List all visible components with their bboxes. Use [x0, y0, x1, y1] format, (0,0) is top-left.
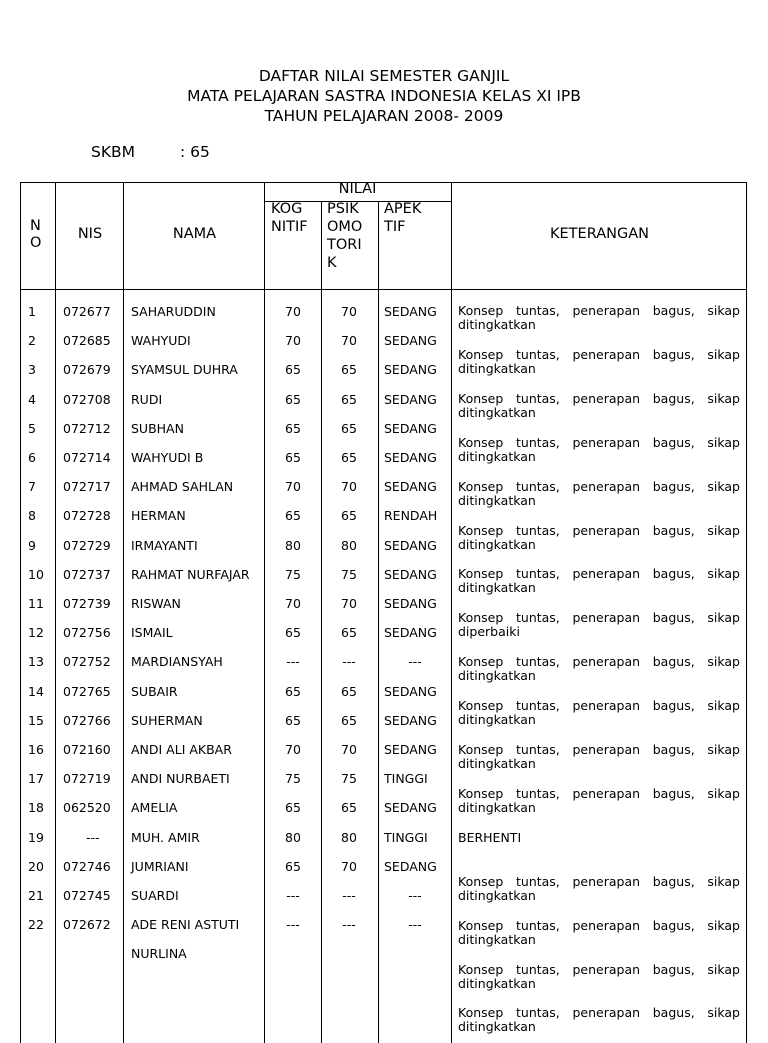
keterangan-line-2: ditingkatkan: [458, 799, 536, 815]
cell-nis: 072739: [63, 596, 111, 611]
cell-nama: SYAMSUL DUHRA: [131, 362, 238, 378]
cell-nis: 072752: [63, 654, 111, 670]
cell-no: 21: [28, 888, 44, 903]
keterangan-line-1: Konsep tuntas, penerapan bagus, sikap: [458, 785, 740, 801]
cell-apektif: TINGGI: [384, 771, 428, 787]
cell-kognitif: ---: [286, 654, 300, 670]
cell-kognitif: 75: [285, 566, 301, 582]
cell-apektif: SEDANG: [384, 712, 437, 728]
keterangan-cell: [458, 348, 740, 376]
cell-nama: RISWAN: [131, 596, 181, 611]
cell-kognitif: 65: [285, 362, 301, 378]
cell-nis: 072729: [63, 537, 111, 553]
cell-psikomotorik: 70: [341, 742, 357, 757]
cell-kognitif: 65: [285, 450, 301, 465]
cell-nama: SAHARUDDIN: [131, 304, 216, 319]
cell-no: 7: [28, 479, 36, 495]
cell-no: 9: [28, 537, 36, 553]
cell-psikomotorik: 70: [341, 333, 357, 349]
cell-nama: ISMAIL: [131, 625, 173, 641]
cell-psikomotorik: 65: [341, 683, 357, 699]
keterangan-line-1: Konsep tuntas, penerapan bagus, sikap: [458, 346, 740, 362]
cell-psikomotorik: 65: [341, 712, 357, 728]
cell-nis: 072728: [63, 508, 111, 524]
cell-nama: RAHMAT NURFAJAR: [131, 566, 250, 582]
keterangan-line-2: ditingkatkan: [458, 712, 536, 728]
keterangan-cell: [458, 392, 740, 420]
header-no: N O: [30, 218, 42, 251]
cell-psikomotorik: 80: [341, 537, 357, 553]
cell-psikomotorik: 65: [341, 420, 357, 436]
cell-nama: ADE RENI ASTUTI: [131, 917, 240, 933]
keterangan-cell: [458, 436, 740, 464]
cell-kognitif: 70: [285, 333, 301, 349]
keterangan-line-2: diperbaiki: [458, 624, 520, 640]
cell-psikomotorik: 65: [341, 391, 357, 407]
cell-nis: 072765: [63, 683, 111, 699]
cell-nis: 072679: [63, 362, 111, 378]
keterangan-line-1: Konsep tuntas, penerapan bagus, sikap: [458, 478, 740, 494]
cell-nis: 072685: [63, 333, 111, 349]
cell-apektif: SEDANG: [384, 450, 437, 465]
cell-kognitif: 80: [285, 829, 301, 845]
cell-no: 14: [28, 683, 44, 699]
cell-psikomotorik: 65: [341, 625, 357, 641]
cell-apektif: SEDANG: [384, 683, 437, 699]
cell-no: 13: [28, 654, 44, 670]
keterangan-cell: [458, 875, 740, 903]
cell-no: 8: [28, 508, 36, 524]
keterangan-cell: [458, 1006, 740, 1034]
keterangan-line-2: ditingkatkan: [458, 317, 536, 332]
keterangan-line-1: Konsep tuntas, penerapan bagus, sikap: [458, 873, 740, 889]
cell-nis: 072745: [63, 888, 111, 903]
cell-nis: 072160: [63, 742, 111, 757]
cell-nis: 072677: [63, 304, 111, 319]
cell-kognitif: 65: [285, 420, 301, 436]
cell-nama: MUH. AMIR: [131, 829, 200, 845]
cell-apektif: TINGGI: [384, 829, 428, 845]
cell-apektif: ---: [408, 654, 422, 670]
cell-apektif: SEDANG: [384, 858, 437, 874]
cell-psikomotorik: 80: [341, 829, 357, 845]
cell-nis: 072714: [63, 450, 111, 465]
cell-nis: 072712: [63, 420, 111, 436]
keterangan-line-1: Konsep tuntas, penerapan bagus, sikap: [458, 434, 740, 450]
cell-kognitif: 65: [285, 391, 301, 407]
keterangan-cell: [458, 963, 740, 991]
keterangan-cell: [458, 831, 740, 845]
cell-nis: 072708: [63, 391, 111, 407]
title-line-1: DAFTAR NILAI SEMESTER GANJIL: [258, 67, 510, 85]
keterangan-cell: [458, 699, 740, 727]
cell-nama: AHMAD SAHLAN: [131, 479, 234, 495]
cell-psikomotorik: 65: [341, 800, 357, 816]
cell-kognitif: 70: [285, 742, 301, 757]
cell-nama: AMELIA: [131, 800, 178, 816]
keterangan-line-1: Konsep tuntas, penerapan bagus, sikap: [458, 917, 740, 933]
keterangan-line-1: Konsep tuntas, penerapan bagus, sikap: [458, 566, 740, 582]
header-nama: NAMA: [172, 226, 217, 242]
keterangan-cell: [458, 611, 740, 639]
cell-nama: ANDI NURBAETI: [131, 771, 230, 787]
keterangan-line-1: Konsep tuntas, penerapan bagus, sikap: [458, 610, 740, 626]
cell-psikomotorik: ---: [342, 888, 356, 903]
header-nis: NIS: [77, 226, 103, 242]
header-psikomotorik: PSIKOMOTORIK: [327, 201, 363, 271]
keterangan-line-2: ditingkatkan: [458, 931, 536, 947]
header-keterangan: KETERANGAN: [550, 226, 649, 242]
cell-no: 16: [28, 742, 44, 757]
cell-apektif: SEDANG: [384, 742, 437, 757]
cell-psikomotorik: ---: [342, 917, 356, 933]
keterangan-cell: [458, 787, 740, 815]
cell-psikomotorik: 70: [341, 479, 357, 495]
cell-no: 20: [28, 858, 44, 874]
cell-nis: 072746: [63, 858, 111, 874]
keterangan-line-2: ditingkatkan: [458, 668, 536, 684]
cell-apektif: SEDANG: [384, 333, 437, 349]
keterangan-line-1: Konsep tuntas, penerapan bagus, sikap: [458, 654, 740, 670]
cell-nis: 072756: [63, 625, 111, 641]
cell-nama: ANDI ALI AKBAR: [131, 742, 232, 757]
keterangan-line-2: ditingkatkan: [458, 887, 536, 903]
keterangan-line-2: ditingkatkan: [458, 536, 536, 552]
cell-kognitif: 65: [285, 683, 301, 699]
cell-apektif: ---: [408, 917, 422, 933]
cell-kognitif: 70: [285, 596, 301, 611]
cell-apektif: SEDANG: [384, 479, 437, 495]
cell-kognitif: 75: [285, 771, 301, 787]
cell-no: 17: [28, 771, 44, 787]
keterangan-line-1: Konsep tuntas, penerapan bagus, sikap: [458, 303, 740, 318]
cell-apektif: SEDANG: [384, 596, 437, 611]
cell-no: 1: [28, 304, 36, 319]
cell-no: 3: [28, 362, 36, 378]
keterangan-cell: [458, 524, 740, 552]
cell-psikomotorik: 65: [341, 508, 357, 524]
cell-kognitif: 80: [285, 537, 301, 553]
keterangan-cell: [458, 567, 740, 595]
cell-no: 11: [28, 596, 44, 611]
cell-apektif: SEDANG: [384, 537, 437, 553]
keterangan-line-2: ditingkatkan: [458, 360, 536, 376]
header-nilai: NILAI: [338, 181, 377, 197]
cell-apektif: SEDANG: [384, 304, 437, 319]
cell-kognitif: 65: [285, 800, 301, 816]
cell-nis: ---: [86, 829, 100, 845]
keterangan-line-2: ditingkatkan: [458, 580, 536, 596]
title-line-2: MATA PELAJARAN SASTRA INDONESIA KELAS XI IPB: [187, 87, 581, 105]
cell-psikomotorik: ---: [342, 654, 356, 670]
cell-no: 4: [28, 391, 36, 407]
cell-nama: IRMAYANTI: [131, 537, 198, 553]
cell-nis: 072719: [63, 771, 111, 787]
cell-kognitif: 70: [285, 479, 301, 495]
cell-nis: 072766: [63, 712, 111, 728]
keterangan-line-1: Konsep tuntas, penerapan bagus, sikap: [458, 961, 740, 977]
keterangan-line-2: ditingkatkan: [458, 756, 536, 771]
cell-kognitif: 70: [285, 304, 301, 319]
cell-nama: SUARDI: [131, 888, 179, 903]
grid-line: [20, 289, 747, 290]
title-line-3: TAHUN PELAJARAN 2008- 2009: [264, 107, 504, 125]
skbm-value: : 65: [180, 143, 210, 161]
cell-nama: MARDIANSYAH: [131, 654, 223, 670]
cell-no: 2: [28, 333, 36, 349]
cell-nama: HERMAN: [131, 508, 186, 524]
cell-nis: 072737: [63, 566, 111, 582]
keterangan-cell: [458, 480, 740, 508]
cell-nis: 072672: [63, 917, 111, 933]
cell-psikomotorik: 75: [341, 771, 357, 787]
cell-apektif: RENDAH: [384, 508, 438, 524]
keterangan-line-2: ditingkatkan: [458, 492, 536, 508]
skbm-label: SKBM: [91, 143, 136, 161]
cell-kognitif: ---: [286, 917, 300, 933]
cell-nis: 072717: [63, 479, 111, 495]
keterangan-cell: [458, 743, 740, 771]
cell-no: 18: [28, 800, 44, 816]
cell-no: 6: [28, 450, 36, 465]
cell-nama: RUDI: [131, 391, 163, 407]
header-apektif: APEKTIF: [384, 201, 422, 235]
cell-psikomotorik: 75: [341, 566, 357, 582]
cell-nis: 062520: [63, 800, 111, 816]
header-kognitif: KOGNITIF: [271, 201, 308, 235]
cell-apektif: SEDANG: [384, 362, 437, 378]
keterangan-line-2: ditingkatkan: [458, 404, 536, 420]
cell-apektif: ---: [408, 888, 422, 903]
cell-nama: SUHERMAN: [131, 712, 203, 728]
keterangan-line-1: Konsep tuntas, penerapan bagus, sikap: [458, 698, 740, 714]
cell-psikomotorik: 65: [341, 450, 357, 465]
cell-nama: NURLINA: [131, 946, 187, 962]
skbm-line: [91, 143, 210, 161]
keterangan-text: BERHENTI: [458, 829, 522, 845]
cell-no: 5: [28, 420, 36, 436]
cell-psikomotorik: 70: [341, 858, 357, 874]
keterangan-line-1: Konsep tuntas, penerapan bagus, sikap: [458, 742, 740, 757]
keterangan-line-1: Konsep tuntas, penerapan bagus, sikap: [458, 390, 740, 406]
cell-no: 12: [28, 625, 44, 641]
cell-apektif: SEDANG: [384, 566, 437, 582]
cell-apektif: SEDANG: [384, 420, 437, 436]
keterangan-line-1: Konsep tuntas, penerapan bagus, sikap: [458, 522, 740, 538]
cell-no: 10: [28, 566, 44, 582]
cell-apektif: SEDANG: [384, 625, 437, 641]
cell-psikomotorik: 70: [341, 596, 357, 611]
cell-no: 22: [28, 917, 44, 933]
cell-kognitif: 65: [285, 508, 301, 524]
document-header: [0, 66, 768, 126]
cell-kognitif: ---: [286, 888, 300, 903]
cell-nama: WAHYUDI B: [131, 450, 204, 465]
cell-kognitif: 65: [285, 858, 301, 874]
keterangan-line-1: Konsep tuntas, penerapan bagus, sikap: [458, 1005, 740, 1021]
keterangan-line-2: ditingkatkan: [458, 1019, 536, 1035]
cell-psikomotorik: 70: [341, 304, 357, 319]
cell-kognitif: 65: [285, 625, 301, 641]
keterangan-cell: [458, 304, 740, 332]
cell-apektif: SEDANG: [384, 391, 437, 407]
cell-nama: SUBHAN: [131, 420, 184, 436]
keterangan-line-2: ditingkatkan: [458, 448, 536, 464]
cell-kognitif: 65: [285, 712, 301, 728]
keterangan-cell: [458, 919, 740, 947]
cell-nama: WAHYUDI: [131, 333, 191, 349]
cell-nama: SUBAIR: [131, 683, 178, 699]
cell-nama: JUMRIANI: [131, 858, 189, 874]
cell-apektif: SEDANG: [384, 800, 437, 816]
keterangan-cell: [458, 655, 740, 683]
cell-no: 15: [28, 712, 44, 728]
cell-no: 19: [28, 829, 44, 845]
cell-psikomotorik: 65: [341, 362, 357, 378]
keterangan-line-2: ditingkatkan: [458, 975, 536, 991]
